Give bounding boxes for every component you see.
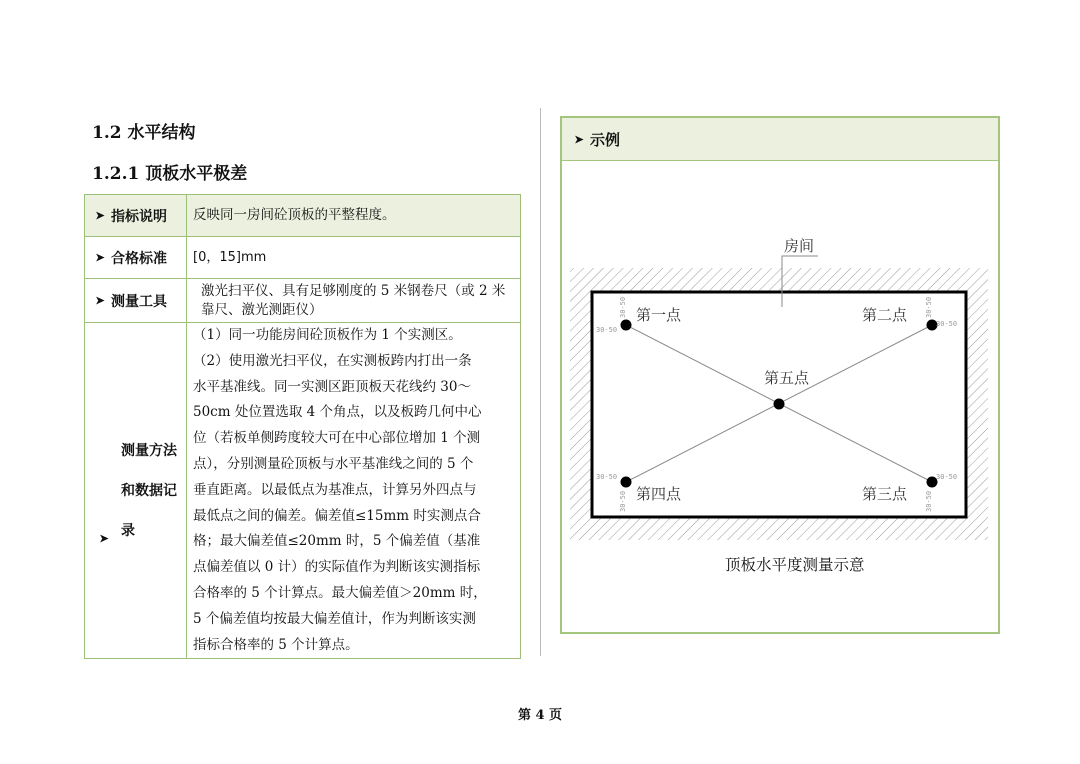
arrow-bullet-icon: ➤	[574, 132, 584, 146]
method-line: 格；最大偏差值≤20mm 时，5 个偏差值（基准	[193, 533, 481, 550]
dimension-label: 30-50	[619, 490, 627, 512]
method-line: （1）同一功能房间砼顶板作为 1 个实测区。	[193, 327, 462, 343]
row-label: 指标说明	[111, 208, 167, 225]
subsection-heading: 1.2.1 顶板水平极差	[92, 164, 248, 184]
point-five-label: 第五点	[764, 369, 810, 387]
row-label: 测量工具	[111, 293, 167, 310]
method-line: 指标合格率的 5 个计算点。	[193, 636, 359, 653]
method-line: 垂直距离。以最低点为基准点，计算另外四点与	[193, 481, 477, 498]
method-label-line: 测量方法	[121, 442, 177, 459]
method-line: 位（若板单侧跨度较大可在中心部位增加 1 个测	[193, 430, 481, 447]
point-four-marker	[621, 477, 632, 488]
row-value: 激光扫平仪、具有足够刚度的 5 米钢卷尺（或 2 米靠尺、激光测距仪）	[187, 279, 521, 323]
row-value: 反映同一房间砼顶板的平整程度。	[187, 195, 521, 237]
point-two-label: 第二点	[862, 306, 908, 324]
dimension-label: 30-50	[936, 473, 958, 481]
method-line: （2）使用激光扫平仪，在实测板跨内打出一条	[193, 352, 472, 369]
section-heading: 1.2 水平结构	[92, 123, 196, 143]
diagram-caption: 顶板水平度测量示意	[725, 556, 865, 574]
dimension-label: 30-50	[936, 320, 958, 328]
dimension-label: 30-50	[596, 326, 618, 334]
row-label: 合格标准	[111, 250, 167, 267]
method-line: 点），分别测量砼顶板与水平基准线之间的 5 个	[193, 455, 474, 472]
arrow-bullet-icon: ➤	[99, 531, 109, 545]
point-one-label: 第一点	[636, 306, 682, 324]
dimension-label: 30-50	[596, 473, 618, 481]
method-line: 5 个偏差值均按最大偏差值计，作为判断该实测	[193, 610, 476, 627]
example-title: 示例	[590, 130, 621, 149]
arrow-bullet-icon: ➤	[95, 294, 105, 307]
arrow-bullet-icon: ➤	[95, 251, 105, 264]
method-line: 合格率的 5 个计算点。最大偏差值＞20mm 时，	[193, 584, 487, 601]
method-line: 点偏差值以 0 计）的实际值作为判断该实测指标	[193, 559, 481, 576]
method-label-line: 录	[121, 522, 135, 539]
method-line: 最低点之间的偏差。偏差值≤15mm 时实测点合	[193, 507, 481, 524]
room-label: 房间	[784, 237, 815, 255]
arrow-bullet-icon: ➤	[95, 209, 105, 222]
method-line: 水平基准线。同一实测区距顶板天花线约 30～	[193, 378, 471, 395]
point-four-label: 第四点	[636, 485, 682, 503]
row-value: [0，15]mm	[187, 237, 521, 279]
method-label-line: 和数据记	[121, 482, 177, 499]
method-line: 50cm 处位置选取 4 个角点，以及板跨几何中心	[193, 404, 482, 421]
page-number: 第 4 页	[517, 708, 563, 723]
dimension-label: 30-50	[925, 296, 933, 318]
dimension-label: 30-50	[619, 296, 627, 318]
point-five-marker	[774, 399, 785, 410]
point-three-label: 第三点	[862, 485, 908, 503]
dimension-label: 30-50	[925, 490, 933, 512]
point-one-marker	[621, 320, 632, 331]
